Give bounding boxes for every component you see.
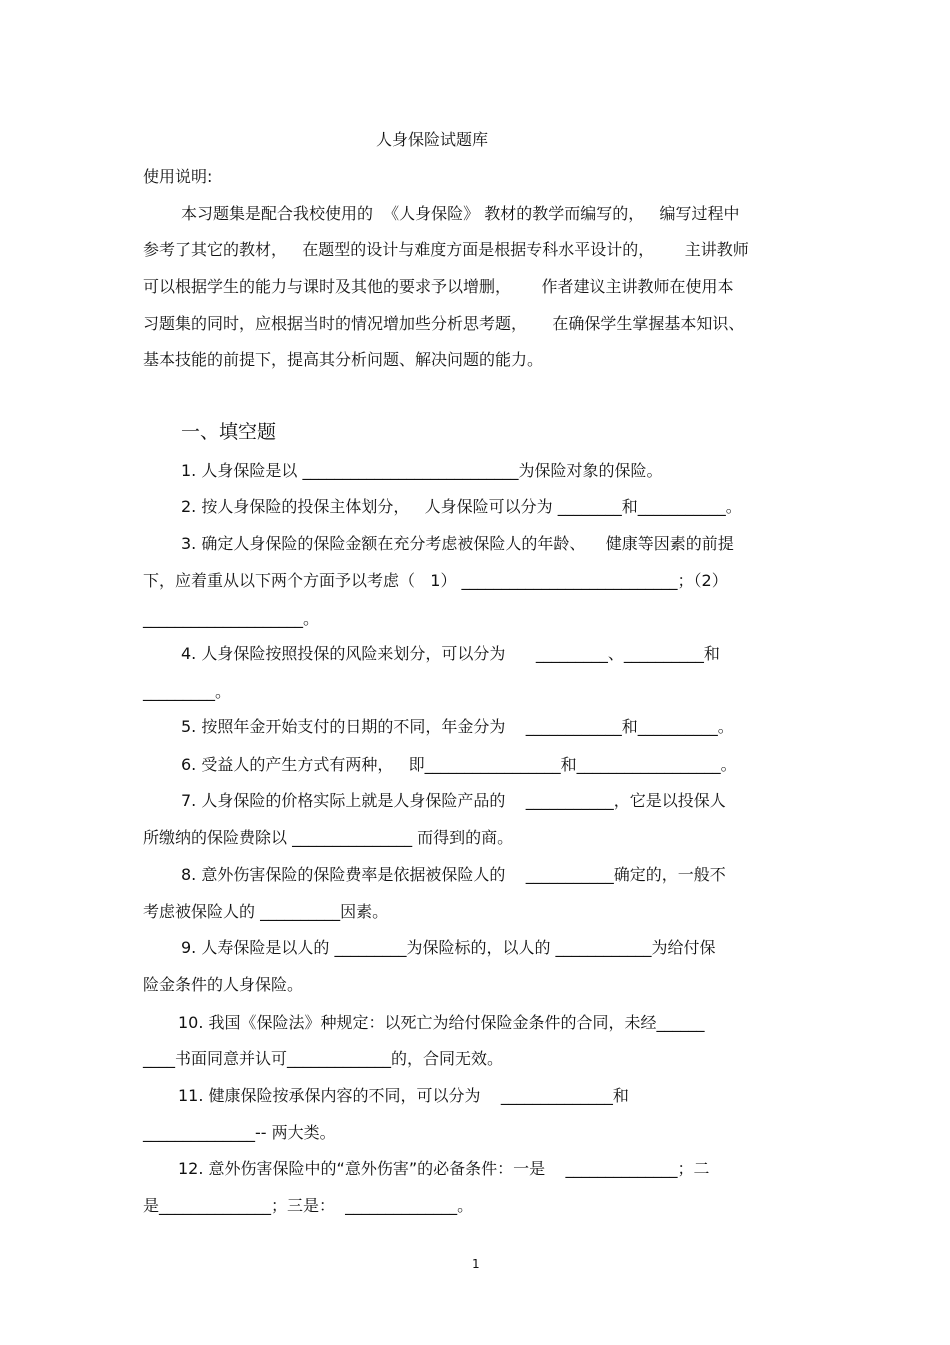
- question-line: 4. 人身保险按照投保的风险来划分，可以分为 _________、__________和: [181, 644, 720, 663]
- intro-line: 基本技能的前提下，提高其分析问题、解决问题的能力。: [143, 350, 544, 369]
- intro-line: 参考了其它的教材， 在题型的设计与难度方面是根据专科水平设计的， 主讲教师: [143, 240, 749, 259]
- question-line: 3. 确定人身保险的保险金额在充分考虑被保险人的年龄、 健康等因素的前提: [181, 534, 734, 553]
- question-line: ____________________。: [143, 609, 320, 628]
- section-title: 一、填空题: [181, 421, 277, 443]
- question-line: 11. 健康保险按承保内容的不同，可以分为 ______________和: [178, 1086, 629, 1105]
- intro-line: 习题集的同时，应根据当时的情况增加些分析思考题， 在确保学生掌握基本知识、: [143, 314, 745, 333]
- intro-line: 可以根据学生的能力与课时及其他的要求予以增删， 作者建议主讲教师在使用本: [143, 277, 734, 296]
- question-line: 2. 按人身保险的投保主体划分， 人身保险可以分为 ________和___________。: [181, 497, 742, 516]
- question-line: 8. 意外伤害保险的保险费率是依据被保险人的 ___________确定的，一般不: [181, 865, 726, 884]
- question-line: 下，应着重从以下两个方面予以考虑（ 1） ___________________________；（2）: [143, 571, 728, 590]
- intro-line: 本习题集是配合我校使用的 《人身保险》 教材的教学而编写的， 编写过程中: [181, 204, 740, 223]
- question-line: ______________-- 两大类。: [143, 1123, 336, 1142]
- question-line: 6. 受益人的产生方式有两种， 即_________________和__________________。: [181, 755, 737, 774]
- question-line: 12. 意外伤害保险中的“意外伤害”的必备条件：一是 ______________；二: [178, 1159, 710, 1178]
- question-line: 所缴纳的保险费除以 _______________ 而得到的商。: [143, 828, 514, 847]
- page-number: 1: [472, 1257, 480, 1271]
- question-line: ____书面同意并认可_____________的，合同无效。: [143, 1049, 504, 1068]
- question-line: 是______________；三是： ______________。: [143, 1196, 474, 1215]
- question-line: 7. 人身保险的价格实际上就是人身保险产品的 ___________，它是以投保人: [181, 791, 726, 810]
- intro-heading: 使用说明:: [143, 167, 213, 186]
- question-line: 5. 按照年金开始支付的日期的不同，年金分为 ____________和__________。: [181, 717, 734, 736]
- question-line: 考虑被保险人的 __________因素。: [143, 902, 389, 921]
- page-title: 人身保险试题库: [376, 130, 489, 149]
- question-line: _________。: [143, 682, 232, 701]
- question-line: 9. 人寿保险是以人的 _________为保险标的，以人的 ____________为给付保: [181, 938, 716, 957]
- question-line: 10. 我国《保险法》种规定：以死亡为给付保险金条件的合同，未经______: [178, 1013, 705, 1032]
- question-line: 1. 人身保险是以 ___________________________为保险对象的保险。: [181, 461, 663, 480]
- question-line: 险金条件的人身保险。: [143, 975, 304, 994]
